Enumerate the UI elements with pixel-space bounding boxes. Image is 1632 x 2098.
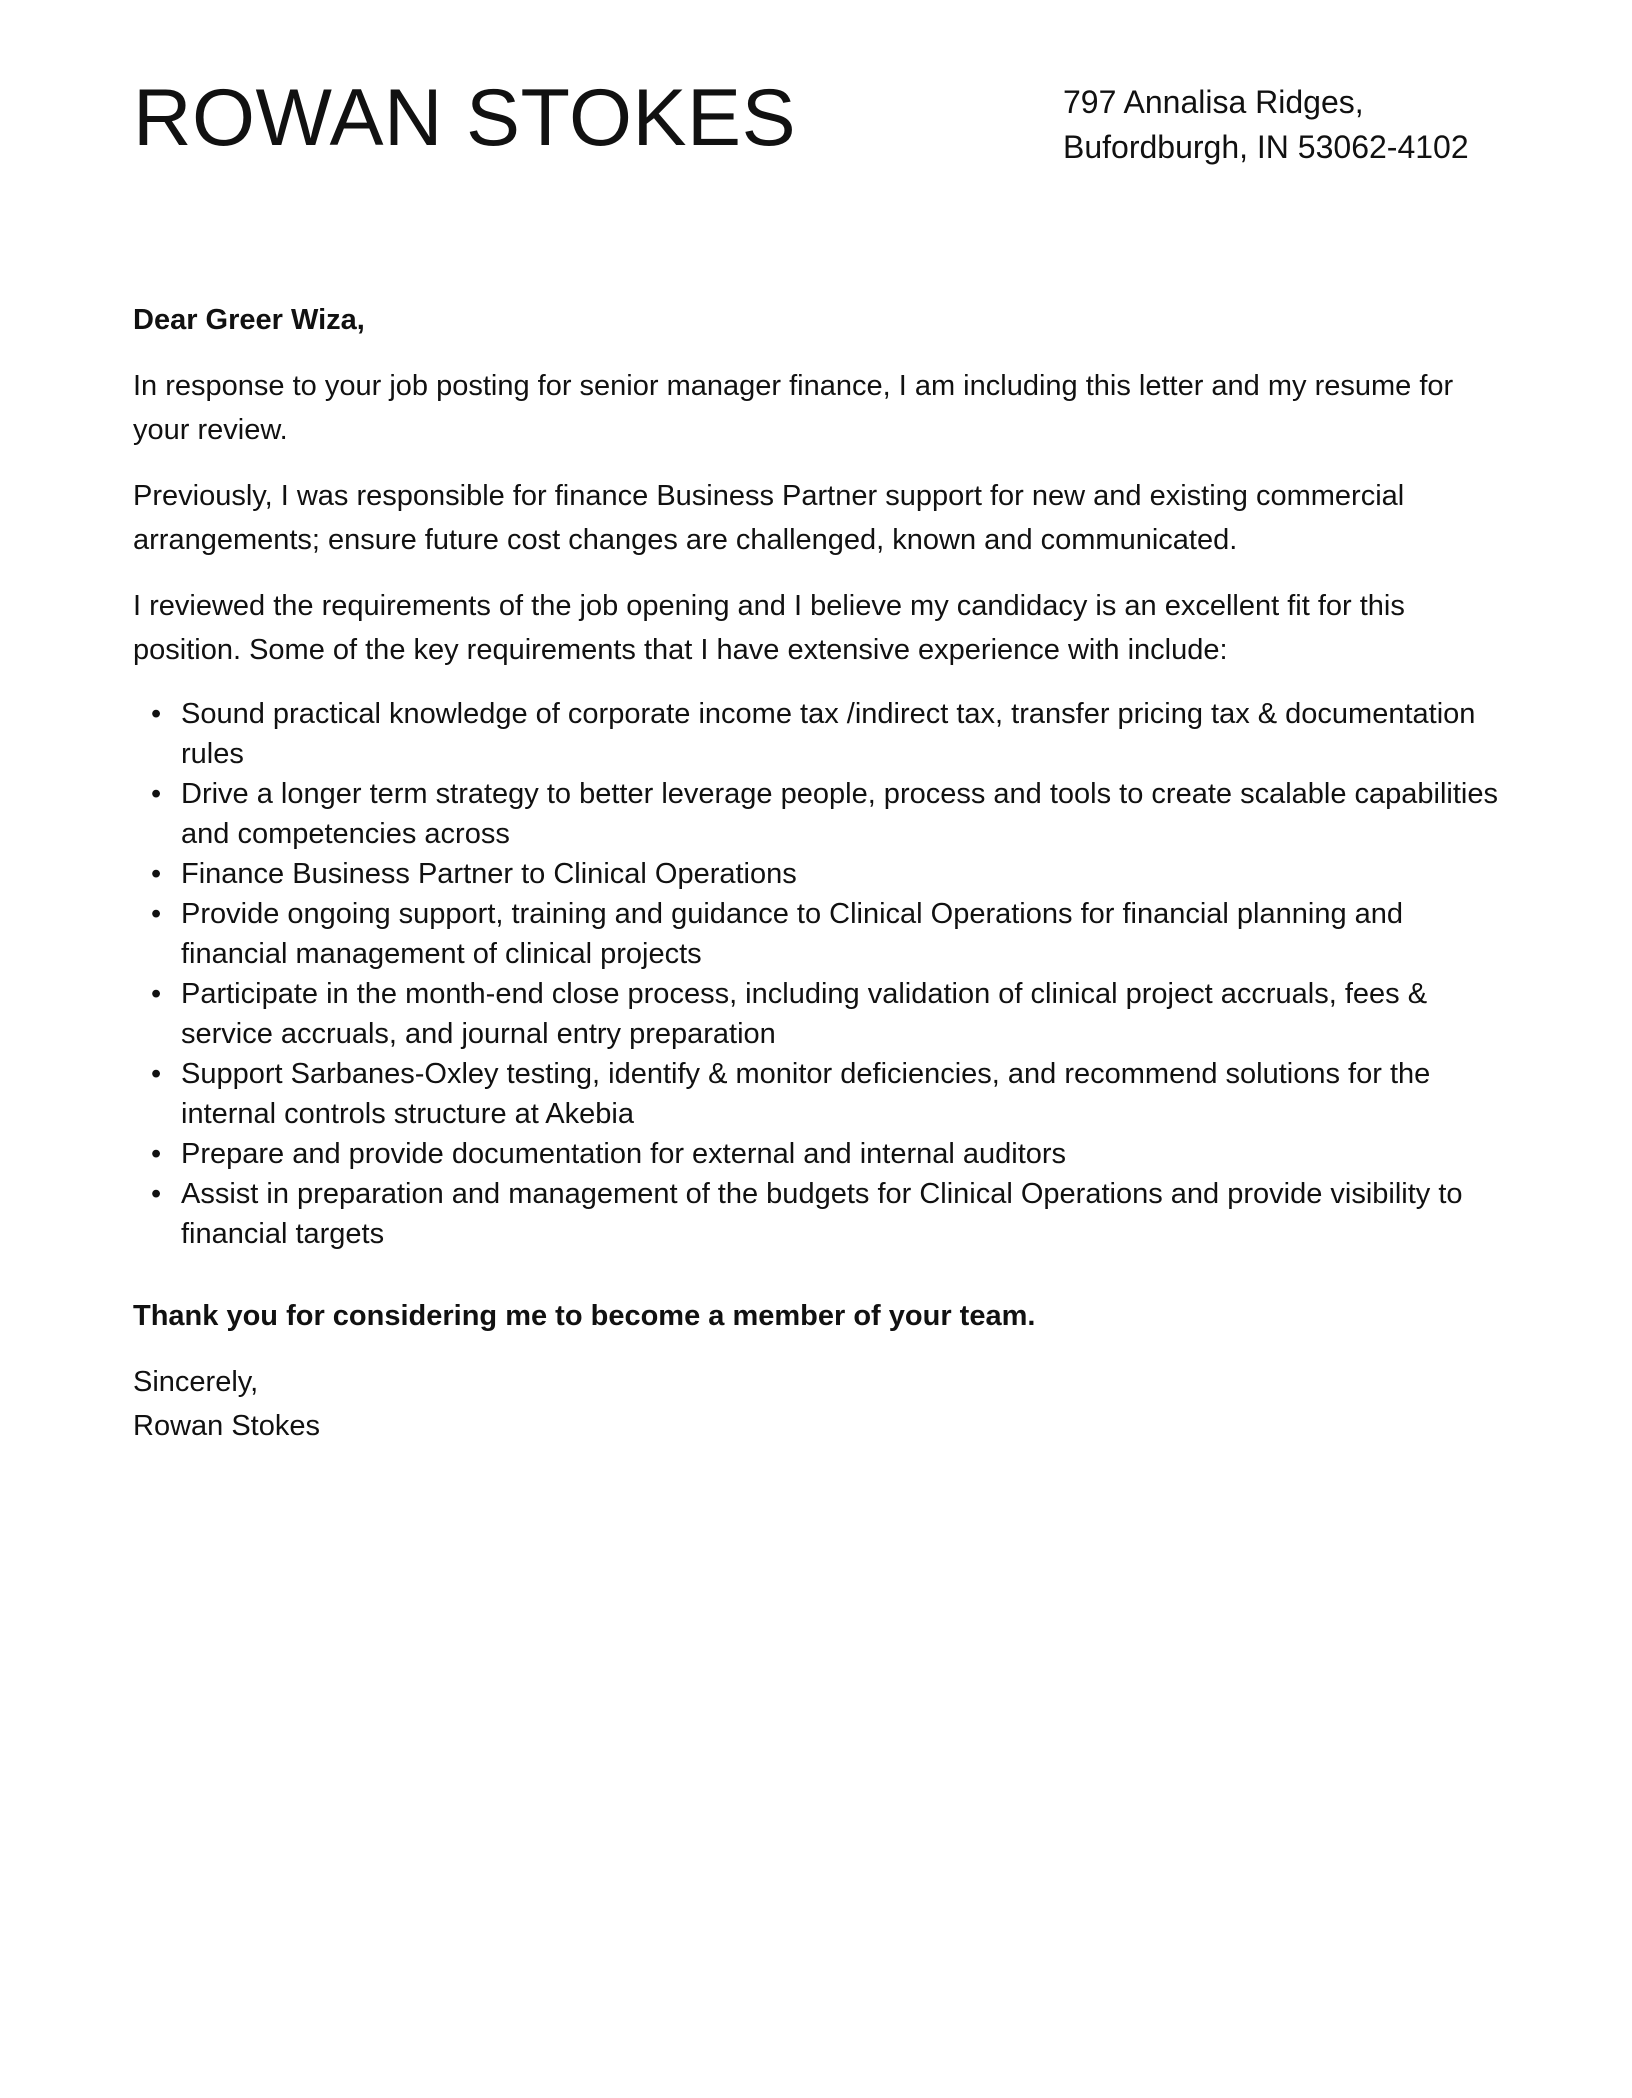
letter-body — [133, 298, 1508, 1448]
bullet-icon: • — [151, 698, 162, 730]
list-item — [151, 1054, 1508, 1134]
signoff-block — [133, 1360, 1508, 1448]
sender-name: ROWAN STOKES — [133, 73, 797, 163]
bullet-icon: • — [151, 858, 162, 890]
bullet-icon: • — [151, 978, 162, 1010]
bullet-icon: • — [151, 898, 162, 930]
experience-paragraph: Previously, I was responsible for finance Business Partner support for new and existing commercial arrangements; ensure future cost changes are challenged, known and communicated. — [133, 480, 1405, 556]
signoff-text: Sincerely, — [133, 1366, 259, 1398]
signature-name: Rowan Stokes — [133, 1410, 320, 1442]
list-item-text: Sound practical knowledge of corporate income tax /indirect tax, transfer pricing tax & documentation rules — [181, 698, 1476, 770]
list-item-text: Participate in the month-end close process, including validation of clinical project accruals, fees & service accruals, and journal entry preparation — [181, 978, 1428, 1050]
sender-address — [1063, 80, 1503, 170]
list-item-text: Drive a longer term strategy to better leverage people, process and tools to create scalable capabilities and competencies across — [181, 778, 1498, 850]
list-item — [151, 854, 1508, 894]
bullet-icon: • — [151, 1138, 162, 1170]
bullet-icon: • — [151, 1178, 162, 1210]
intro-paragraph: In response to your job posting for senior manager finance, I am including this letter and my resume for your review. — [133, 370, 1454, 446]
list-item — [151, 894, 1508, 974]
requirements-list — [133, 694, 1508, 1254]
salutation: Dear Greer Wiza, — [133, 304, 365, 336]
list-item-text: Provide ongoing support, training and guidance to Clinical Operations for financial planning and financial management of clinical projects — [181, 898, 1404, 970]
address-line-1: 797 Annalisa Ridges, — [1063, 84, 1364, 120]
list-item-text: Support Sarbanes-Oxley testing, identify & monitor deficiencies, and recommend solutions for the internal controls structure at Akebia — [181, 1058, 1431, 1130]
address-line-2: Bufordburgh, IN 53062-4102 — [1063, 129, 1469, 165]
closing-statement: Thank you for considering me to become a member of your team. — [133, 1300, 1036, 1332]
list-item-text: Finance Business Partner to Clinical Operations — [181, 858, 797, 890]
list-item — [151, 1174, 1508, 1254]
bullet-icon: • — [151, 778, 162, 810]
list-item — [151, 974, 1508, 1054]
list-item-text: Prepare and provide documentation for external and internal auditors — [181, 1138, 1067, 1170]
list-item — [151, 694, 1508, 774]
bullet-icon: • — [151, 1058, 162, 1090]
list-item-text: Assist in preparation and management of the budgets for Clinical Operations and provide visibility to financial targets — [181, 1178, 1463, 1250]
letter-header — [133, 70, 1503, 190]
list-item — [151, 774, 1508, 854]
list-item — [151, 1134, 1508, 1174]
requirements-intro-paragraph: I reviewed the requirements of the job opening and I believe my candidacy is an excellent fit for this position. Some of the key requirements that I have extensive experience with include: — [133, 590, 1405, 666]
